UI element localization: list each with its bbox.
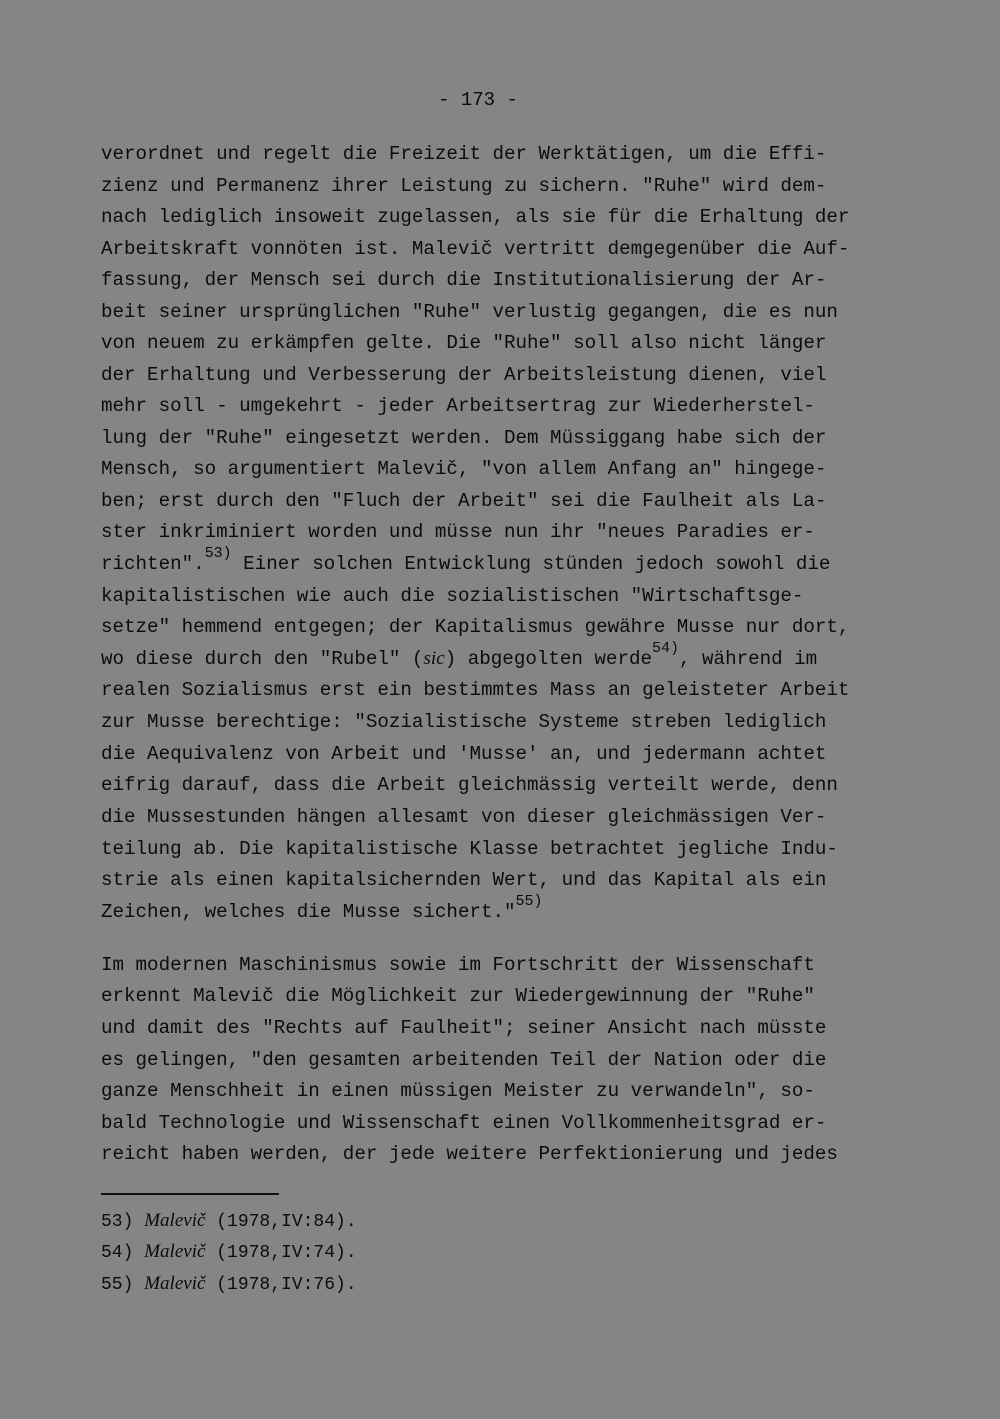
- footnote-number: 55): [101, 1275, 134, 1295]
- page-number: - 173 -: [438, 89, 518, 111]
- text-line: die Aequivalenz von Arbeit und 'Musse' an, und jedermann achtet: [101, 743, 827, 765]
- text-span: , während im: [679, 648, 818, 670]
- footnote-author: Malevič: [144, 1273, 206, 1294]
- footnote-53: [101, 1206, 357, 1236]
- text-line: zur Musse berechtige: "Sozialistische Systeme streben lediglich: [101, 711, 827, 733]
- text-line: ben; erst durch den "Fluch der Arbeit" sei die Faulheit als La-: [101, 490, 827, 512]
- text-span: Zeichen, welches die Musse sichert.": [101, 901, 516, 923]
- text-line: verordnet und regelt die Freizeit der Werktätigen, um die Effi-: [101, 143, 827, 165]
- footnote-reference: (1978,IV:84).: [216, 1212, 357, 1232]
- text-line: erkennt Malevič die Möglichkeit zur Wiedergewinnung der "Ruhe": [101, 985, 815, 1007]
- text-line: die Mussestunden hängen allesamt von dieser gleichmässigen Ver-: [101, 806, 827, 828]
- text-line: kapitalistischen wie auch die sozialistischen "Wirtschaftsge-: [101, 585, 804, 607]
- text-span: richten".: [101, 553, 205, 575]
- text-line: eifrig darauf, dass die Arbeit gleichmässig verteilt werde, denn: [101, 774, 838, 796]
- footnote-54: [101, 1237, 357, 1267]
- text-line: reicht haben werden, der jede weitere Perfektionierung und jedes: [101, 1143, 838, 1165]
- text-line: bald Technologie und Wissenschaft einen Vollkommenheitsgrad er-: [101, 1112, 827, 1134]
- text-line: fassung, der Mensch sei durch die Institutionalisierung der Ar-: [101, 269, 827, 291]
- text-line: mehr soll - umgekehrt - jeder Arbeitsertrag zur Wiederherstel-: [101, 395, 815, 417]
- footnote-author: Malevič: [144, 1241, 206, 1262]
- text-line: [101, 640, 818, 675]
- italic-sic: sic: [423, 648, 445, 669]
- text-line: beit seiner ursprünglichen "Ruhe" verlustig gegangen, die es nun: [101, 301, 838, 323]
- text-line: und damit des "Rechts auf Faulheit"; seiner Ansicht nach müsste: [101, 1017, 827, 1039]
- footnote-reference: (1978,IV:74).: [216, 1243, 357, 1263]
- text-line: ganze Menschheit in einen müssigen Meister zu verwandeln", so-: [101, 1080, 815, 1102]
- text-span: wo diese durch den "Rubel" (: [101, 648, 424, 670]
- text-line: setze" hemmend entgegen; der Kapitalismus gewähre Musse nur dort,: [101, 616, 850, 638]
- text-line: Im modernen Maschinismus sowie im Fortschritt der Wissenschaft: [101, 954, 815, 976]
- text-line: [101, 893, 543, 928]
- text-line: Mensch, so argumentiert Malevič, "von allem Anfang an" hingege-: [101, 458, 827, 480]
- text-line: zienz und Permanenz ihrer Leistung zu sichern. "Ruhe" wird dem-: [101, 175, 827, 197]
- footnote-reference: (1978,IV:76).: [216, 1275, 357, 1295]
- text-line: Arbeitskraft vonnöten ist. Malevič vertritt demgegenüber die Auf-: [101, 238, 850, 260]
- footnote-number: 54): [101, 1243, 134, 1263]
- footnote-ref-55: 55): [515, 893, 543, 910]
- footnote-ref-53: 53): [204, 545, 232, 562]
- text-line: der Erhaltung und Verbesserung der Arbeitsleistung dienen, viel: [101, 364, 827, 386]
- footnote-ref-54: 54): [652, 640, 680, 657]
- footnote-separator: [101, 1193, 279, 1195]
- text-line: von neuem zu erkämpfen gelte. Die "Ruhe" soll also nicht länger: [101, 332, 827, 354]
- text-line: strie als einen kapitalsichernden Wert, und das Kapital als ein: [101, 869, 827, 891]
- text-line: lung der "Ruhe" eingesetzt werden. Dem Müssiggang habe sich der: [101, 427, 827, 449]
- text-line: ster inkriminiert worden und müsse nun ihr "neues Paradies er-: [101, 521, 815, 543]
- footnote-55: [101, 1269, 357, 1299]
- text-line: [101, 545, 831, 580]
- footnote-number: 53): [101, 1212, 134, 1232]
- text-span: ) abgegolten werde: [444, 648, 652, 670]
- text-line: realen Sozialismus erst ein bestimmtes Mass an geleisteter Arbeit: [101, 679, 850, 701]
- text-line: nach lediglich insoweit zugelassen, als sie für die Erhaltung der: [101, 206, 850, 228]
- text-line: es gelingen, "den gesamten arbeitenden Teil der Nation oder die: [101, 1049, 827, 1071]
- text-line: teilung ab. Die kapitalistische Klasse betrachtet jegliche Indu-: [101, 838, 838, 860]
- text-span: Einer solchen Entwicklung stünden jedoch sowohl die: [231, 553, 831, 575]
- footnote-author: Malevič: [144, 1210, 206, 1231]
